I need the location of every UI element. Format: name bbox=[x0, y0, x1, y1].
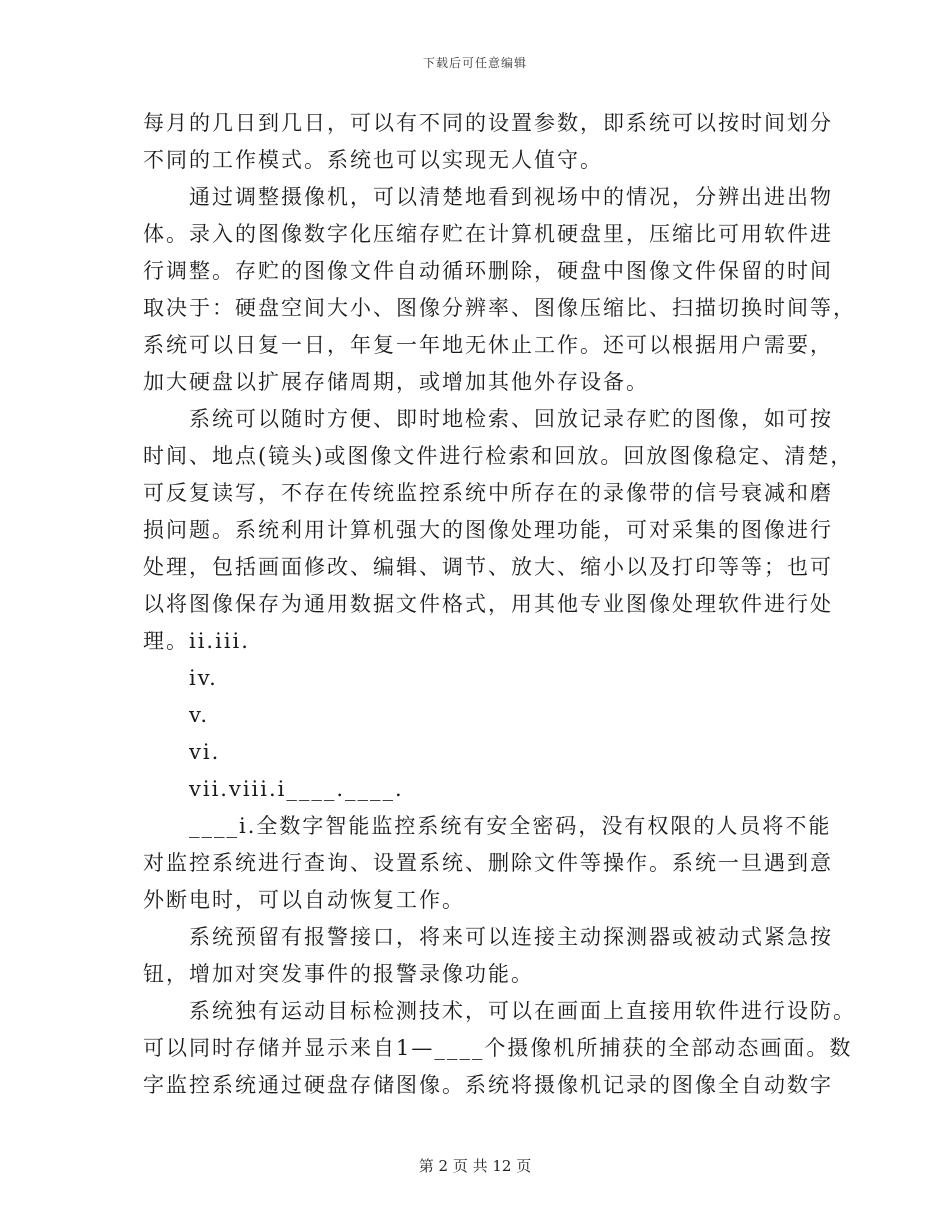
text-line: 每月的几日到几日，可以有不同的设置参数，即系统可以按时间划分 bbox=[143, 111, 833, 135]
text-line: v. bbox=[189, 703, 210, 727]
text-line: 外断电时，可以自动恢复工作。 bbox=[143, 888, 465, 912]
text-line: 系统预留有报警接口，将来可以连接主动探测器或被动式紧急按 bbox=[189, 925, 833, 949]
text-line: 对监控系统进行查询、设置系统、删除文件等操作。系统一旦遇到意 bbox=[143, 851, 833, 875]
text-line: 系统可以日复一日，年复一年地无休止工作。还可以根据用户需要， bbox=[143, 333, 833, 357]
page-footer: 第 2 页 共 12 页 bbox=[418, 1157, 532, 1175]
text-line: iv. bbox=[189, 666, 218, 690]
text-line: vii.viii.i____.____. bbox=[189, 777, 404, 801]
text-line: 通过调整摄像机，可以清楚地看到视场中的情况，分辨出进出物 bbox=[189, 185, 833, 209]
text-line: 可反复读写，不存在传统监控系统中所存在的录像带的信号衰减和磨 bbox=[143, 481, 833, 505]
text-line: 处理，包括画面修改、编辑、调节、放大、缩小以及打印等等；也可 bbox=[143, 555, 833, 579]
page-header: 下载后可任意编辑 bbox=[422, 56, 527, 70]
text-line: 不同的工作模式。系统也可以实现无人值守。 bbox=[143, 148, 603, 172]
text-line: 加大硬盘以扩展存储周期，或增加其他外存设备。 bbox=[143, 370, 649, 394]
text-line: 体。录入的图像数字化压缩存贮在计算机硬盘里，压缩比可用软件进 bbox=[143, 222, 833, 246]
document-body bbox=[143, 105, 856, 1104]
text-line: 字监控系统通过硬盘存储图像。系统将摄像机记录的图像全自动数字 bbox=[143, 1073, 833, 1097]
text-line: 以将图像保存为通用数据文件格式，用其他专业图像处理软件进行处 bbox=[143, 592, 833, 616]
text-line: 钮，增加对突发事件的报警录像功能。 bbox=[143, 962, 534, 986]
text-line: 系统可以随时方便、即时地检索、回放记录存贮的图像，如可按 bbox=[189, 407, 833, 431]
text-line: 理。ii.iii. bbox=[143, 629, 250, 653]
text-line: ____i.全数字智能监控系统有安全密码，没有权限的人员将不能 bbox=[189, 814, 832, 838]
text-line: 系统独有运动目标检测技术，可以在画面上直接用软件进行设防。 bbox=[189, 999, 856, 1023]
text-line: 时间、地点(镜头)或图像文件进行检索和回放。回放图像稳定、清楚， bbox=[143, 444, 854, 468]
text-line: 行调整。存贮的图像文件自动循环删除，硬盘中图像文件保留的时间 bbox=[143, 259, 833, 283]
text-line: 可以同时存储并显示来自1—____个摄像机所捕获的全部动态画面。数 bbox=[143, 1036, 853, 1060]
text-line: 取决于：硬盘空间大小、图像分辨率、图像压缩比、扫描切换时间等， bbox=[143, 296, 856, 320]
text-line: vi. bbox=[189, 740, 221, 764]
text-line: 损问题。系统利用计算机强大的图像处理功能，可对采集的图像进行 bbox=[143, 518, 833, 542]
